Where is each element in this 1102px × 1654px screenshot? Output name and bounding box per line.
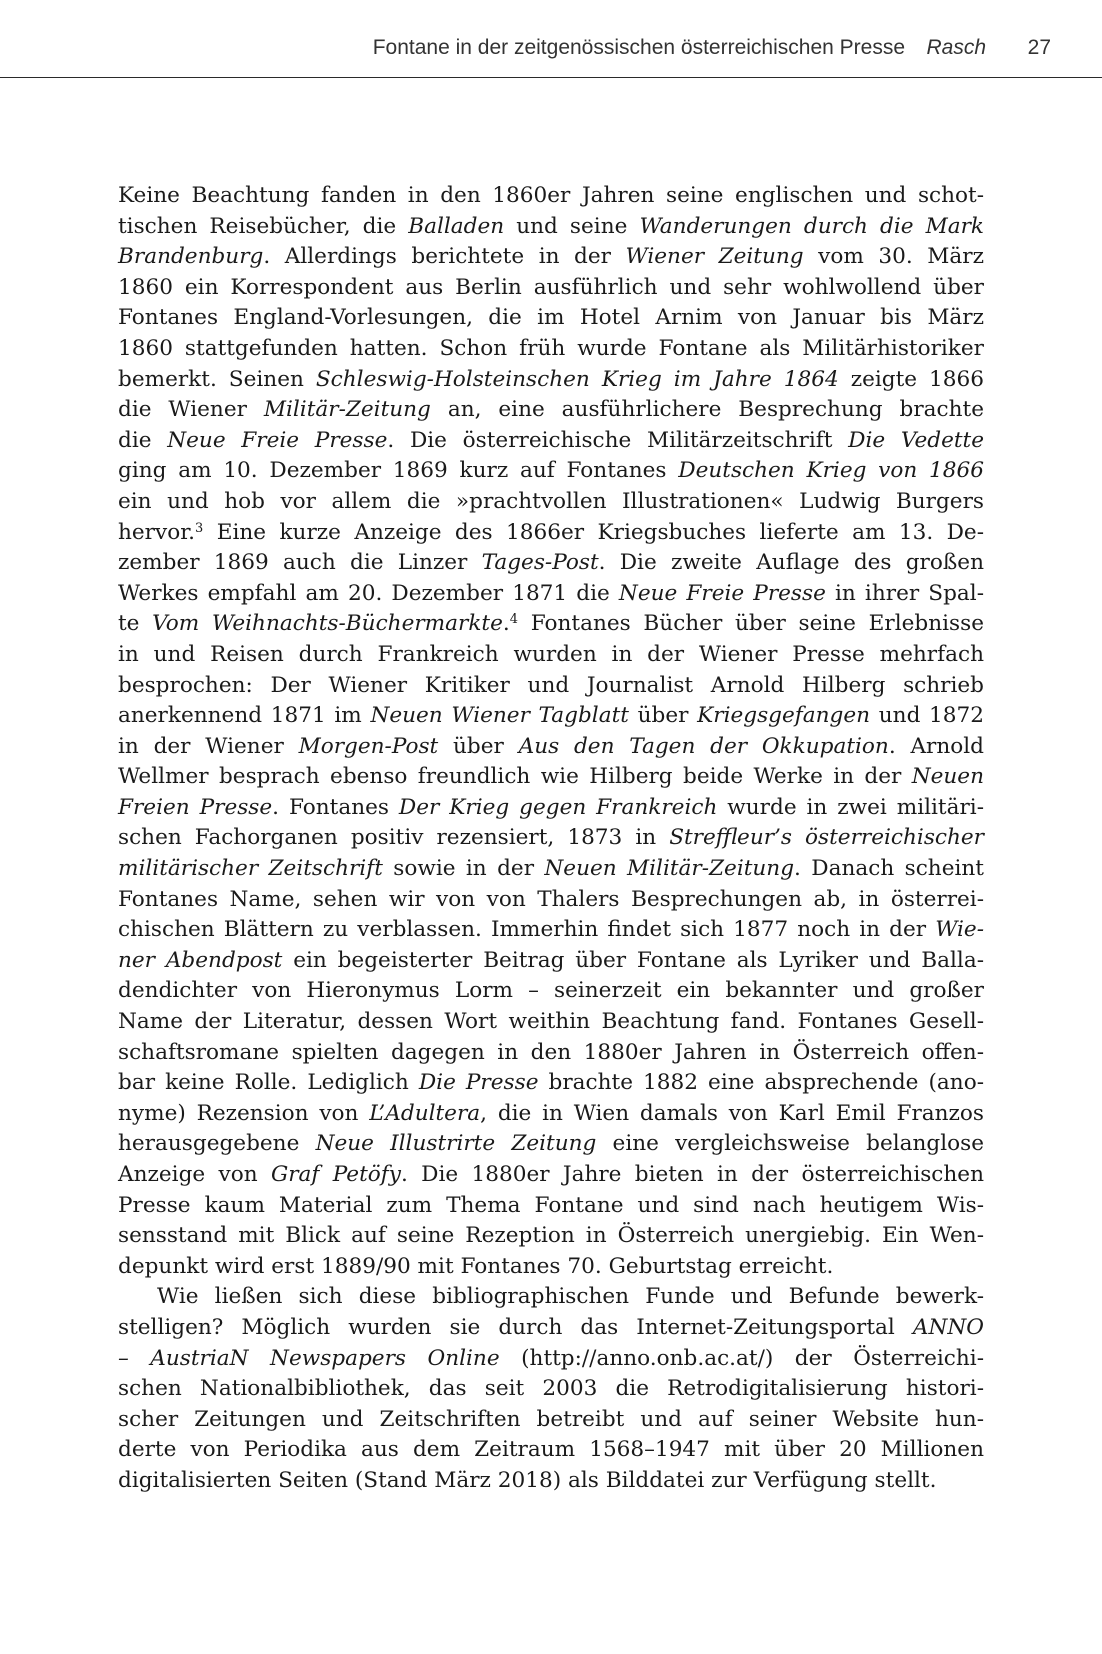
text-line xyxy=(118,1435,984,1466)
text-run: brachte 1882 eine absprechende (ano- xyxy=(538,1070,985,1096)
italic-title: – AustriaN Newspapers Online xyxy=(118,1345,500,1371)
text-line xyxy=(118,487,984,518)
italic-title: Freien Presse xyxy=(118,794,273,820)
text-line xyxy=(118,1221,984,1252)
paragraph xyxy=(118,1282,984,1496)
body-text xyxy=(118,181,984,1497)
text-run: Werkes empfahl am 20. Dezember 1871 die xyxy=(118,580,619,606)
italic-title: L’Adultera xyxy=(369,1100,481,1126)
text-line xyxy=(118,548,984,579)
text-run: schen Fachorganen positiv rezensiert, 1873 in xyxy=(118,825,670,851)
italic-title: Neue Freie Presse xyxy=(618,580,826,606)
text-run: besprochen: Der Wiener Kritiker und Journalist Arnold Hilberg schrieb xyxy=(118,672,984,698)
italic-title: Tages-Post xyxy=(481,550,599,576)
text-run: sowie in der xyxy=(382,856,545,882)
text-run: bemerkt. Seinen xyxy=(118,366,316,392)
text-line xyxy=(118,976,984,1007)
text-line xyxy=(118,365,984,396)
text-line xyxy=(118,671,984,702)
text-run: chischen Blättern zu verblassen. Immerhin findet sich 1877 noch in der xyxy=(118,917,936,943)
text-run: Name der Literatur, dessen Wort weithin Beachtung fand. Fontanes Gesell- xyxy=(118,1009,984,1035)
text-run: . Die österreichische Militärzeitschrift xyxy=(387,427,849,453)
text-line xyxy=(118,1007,984,1038)
text-run: ging am 10. Dezember 1869 kurz auf Fontanes xyxy=(118,458,679,484)
italic-title: militärischer Zeitschrift xyxy=(118,856,383,882)
text-run: derte von Periodika aus dem Zeitraum 1568–1947 mit über 20 Millionen xyxy=(118,1437,984,1463)
text-run: . Fontanes xyxy=(272,794,399,820)
text-line xyxy=(118,395,984,426)
text-line xyxy=(118,1466,984,1497)
running-title: Fontane in der zeitgenössischen österreichischen Presse xyxy=(372,36,905,59)
text-line xyxy=(118,579,984,610)
text-run: die Wiener xyxy=(118,397,264,423)
text-run: hervor. xyxy=(118,519,196,545)
italic-title: Der Krieg gegen Frankreich xyxy=(398,794,718,820)
text-line xyxy=(118,1313,984,1344)
text-line xyxy=(118,885,984,916)
text-line xyxy=(118,946,984,977)
text-line xyxy=(118,701,984,732)
italic-title: Neuen Wiener Tagblatt xyxy=(370,703,629,729)
text-run: Presse kaum Material zum Thema Fontane und sind nach heutigem Wis- xyxy=(118,1192,984,1218)
italic-title: Neue Illustrirte Zeitung xyxy=(315,1131,597,1157)
text-line xyxy=(118,854,984,885)
text-line xyxy=(118,242,984,273)
text-line xyxy=(118,456,984,487)
text-run: schen Nationalbibliothek, das seit 2003 die Retrodigitalisierung histori- xyxy=(118,1376,984,1402)
italic-title: Kriegsgefangen xyxy=(697,703,871,729)
text-line xyxy=(118,1099,984,1130)
text-run: zeigte 1866 xyxy=(838,366,984,392)
running-header xyxy=(0,0,1102,78)
text-run: Wie ließen sich diese bibliographischen Funde und Befunde bewerk- xyxy=(157,1284,984,1310)
text-run: , die in Wien damals von Karl Emil Franzos xyxy=(480,1100,985,1126)
italic-title: Aus den Tagen der Okkupation xyxy=(518,733,889,759)
text-run: Keine Beachtung fanden in den 1860er Jahren seine englischen und schot- xyxy=(118,183,984,208)
text-run: . Arnold xyxy=(888,733,985,759)
text-run: Fontanes England-Vorlesungen, die im Hotel Arnim von Januar bis März xyxy=(118,305,984,331)
text-run: sensstand mit Blick auf seine Rezeption in Österreich unergiebig. Ein Wen- xyxy=(118,1223,984,1249)
italic-title: Neuen Militär-Zeitung xyxy=(544,856,795,882)
text-run: bar keine Rolle. Lediglich xyxy=(118,1070,419,1096)
text-run: (http://anno.onb.ac.at/) der Österreichi- xyxy=(499,1345,984,1371)
italic-title: Wie- xyxy=(935,917,984,943)
italic-title: Vom Weihnachts-Büchermarkte xyxy=(152,611,503,637)
text-line xyxy=(118,1344,984,1375)
text-run: depunkt wird erst 1889/90 mit Fontanes 70. Geburtstag erreicht. xyxy=(118,1253,834,1279)
text-run: Eine kurze Anzeige des 1866er Kriegsbuches lieferte am 13. De- xyxy=(203,519,984,545)
text-run: . Die 1880er Jahre bieten in der österreichischen xyxy=(400,1162,984,1187)
text-line xyxy=(118,334,984,365)
text-line xyxy=(118,732,984,763)
text-line xyxy=(118,1068,984,1099)
text-run: anerkennend 1871 im xyxy=(118,703,371,729)
text-line xyxy=(118,518,984,549)
italic-title: Graf Petöfy xyxy=(270,1162,401,1187)
italic-title: Streffleur’s österreichischer xyxy=(669,825,985,851)
text-run: Fontanes Bücher über seine Erlebnisse xyxy=(518,611,984,637)
text-line xyxy=(118,915,984,946)
italic-title: Militär-Zeitung xyxy=(263,397,431,423)
text-run: vom 30. März xyxy=(803,244,984,270)
italic-title: Brandenburg xyxy=(118,244,264,270)
text-run: scher Zeitungen und Zeitschriften betreibt und auf seiner Website hun- xyxy=(118,1406,984,1432)
text-line xyxy=(118,1129,984,1160)
text-run: . xyxy=(502,611,510,637)
text-run: schaftsromane spielten dagegen in den 1880er Jahren in Österreich offen- xyxy=(118,1039,984,1065)
text-line xyxy=(118,212,984,243)
text-line xyxy=(118,640,984,671)
text-line xyxy=(118,823,984,854)
text-run: ein begeisterter Beitrag über Fontane als Lyriker und Balla- xyxy=(282,947,984,973)
text-run: . Allerdings berichtete in der xyxy=(263,244,626,270)
text-run: über xyxy=(628,703,698,729)
footnote-marker: 3 xyxy=(195,520,204,536)
text-line xyxy=(118,1252,984,1283)
text-line xyxy=(118,1374,984,1405)
text-run: Fontanes Name, sehen wir von von Thalers Besprechungen ab, in österrei- xyxy=(118,886,984,912)
text-run: herausgegebene xyxy=(118,1131,316,1157)
running-author: Rasch xyxy=(926,36,986,59)
text-run: und seine xyxy=(504,213,640,239)
italic-title: ner Abendpost xyxy=(118,947,283,973)
text-line xyxy=(118,762,984,793)
text-run: an, eine ausführlichere Besprechung brachte xyxy=(430,397,984,423)
footnote-marker: 4 xyxy=(509,612,519,628)
text-line xyxy=(118,1038,984,1069)
text-run: die xyxy=(118,427,168,453)
text-run: . Die zweite Auflage des großen xyxy=(598,550,984,576)
paragraph xyxy=(118,181,984,1282)
italic-title: Neuen xyxy=(911,764,984,790)
text-line xyxy=(118,426,984,457)
text-run: in der Wiener xyxy=(118,733,299,759)
italic-title: ANNO xyxy=(912,1314,984,1340)
italic-title: Die Vedette xyxy=(848,427,984,453)
text-run: 1860 ein Korrespondent aus Berlin ausführlich und sehr wohlwollend über xyxy=(118,274,984,300)
italic-title: Wanderungen durch die Mark xyxy=(639,213,984,239)
text-run: nyme) Rezension von xyxy=(118,1100,370,1126)
text-line xyxy=(118,1191,984,1222)
text-run: dendichter von Hieronymus Lorm – seinerzeit ein bekannter und großer xyxy=(118,978,984,1004)
text-run: eine vergleichsweise belanglose xyxy=(596,1131,985,1157)
text-run: über xyxy=(438,733,519,759)
text-run: zember 1869 auch die Linzer xyxy=(118,550,482,576)
italic-title: Deutschen Krieg von 1866 xyxy=(678,458,984,484)
text-line xyxy=(118,609,984,640)
text-run: digitalisierten Seiten (Stand März 2018) als Bilddatei zur Verfügung stellt. xyxy=(118,1467,937,1493)
text-run: stelligen? Möglich wurden sie durch das Internet-Zeitungsportal xyxy=(118,1314,913,1340)
page-number: 27 xyxy=(1027,36,1051,59)
text-line xyxy=(118,273,984,304)
text-line xyxy=(118,303,984,334)
text-line xyxy=(118,793,984,824)
italic-title: Neue Freie Presse xyxy=(167,427,388,453)
text-run: tischen Reisebücher, die xyxy=(118,213,409,239)
text-run: in und Reisen durch Frankreich wurden in der Wiener Presse mehrfach xyxy=(118,641,984,667)
italic-title: Wiener Zeitung xyxy=(625,244,804,270)
text-run: Anzeige von xyxy=(118,1162,271,1187)
italic-title: Schleswig-Holsteinschen Krieg im Jahre 1864 xyxy=(315,366,839,392)
text-line xyxy=(118,1405,984,1436)
text-run: . Danach scheint xyxy=(794,856,984,882)
text-run: wurde in zwei militäri- xyxy=(717,794,984,820)
text-run: 1860 stattgefunden hatten. Schon früh wurde Fontane als Militärhistoriker xyxy=(118,335,984,361)
italic-title: Morgen-Post xyxy=(298,733,439,759)
text-run: Wellmer besprach ebenso freundlich wie Hilberg beide Werke in der xyxy=(118,764,912,790)
text-line xyxy=(118,181,984,212)
text-line xyxy=(118,1160,984,1191)
text-run: in ihrer Spal- xyxy=(825,580,984,606)
italic-title: Balladen xyxy=(408,213,505,239)
italic-title: Die Presse xyxy=(418,1070,539,1096)
text-line xyxy=(118,1282,984,1313)
text-run: und 1872 xyxy=(870,703,985,729)
text-run: ein und hob vor allem die »prachtvollen Illustrationen« Ludwig Burgers xyxy=(118,488,984,514)
text-run: te xyxy=(118,611,153,637)
